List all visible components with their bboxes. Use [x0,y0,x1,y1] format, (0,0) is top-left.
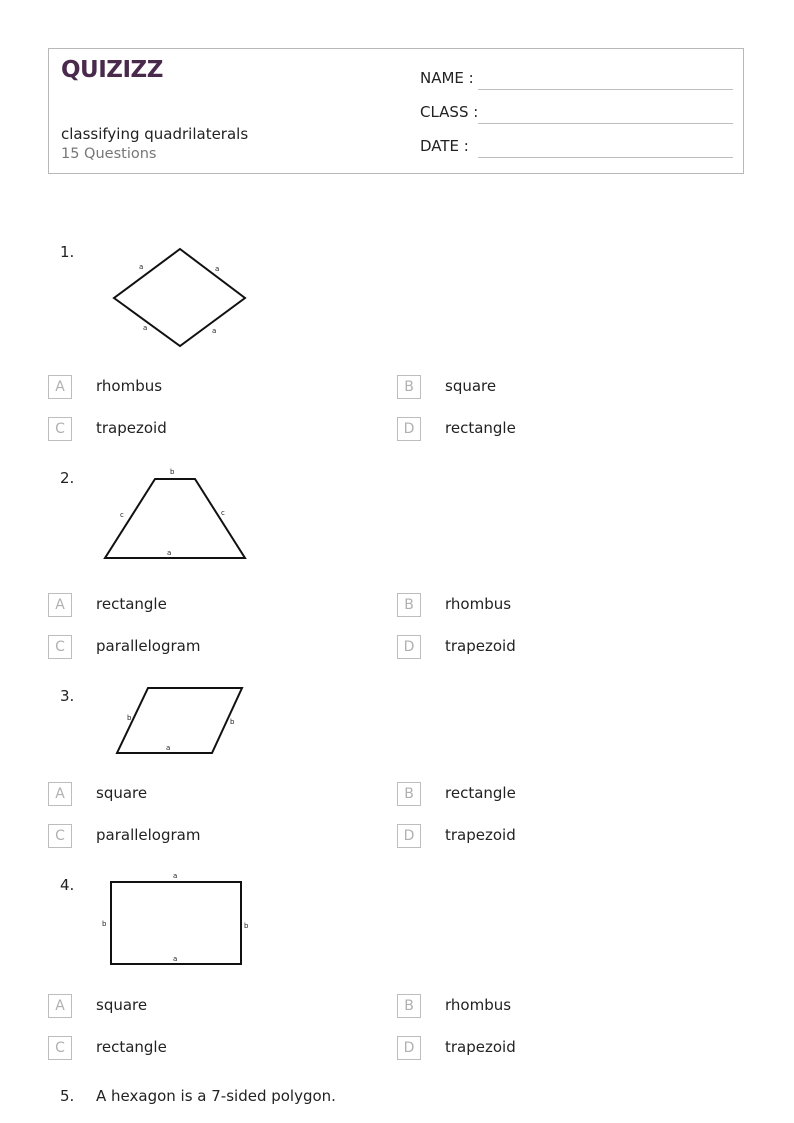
name-field[interactable] [478,89,733,90]
class-label: CLASS : [420,103,479,121]
option-text[interactable]: rectangle [96,1038,167,1056]
option-letter[interactable]: D [397,417,421,441]
side-label: c [221,509,225,517]
question-number: 2. [60,469,75,487]
option-letter[interactable]: B [397,994,421,1018]
option-text[interactable]: trapezoid [445,1038,516,1056]
side-label: b [127,714,132,722]
option-letter[interactable]: C [48,635,72,659]
side-label: a [173,955,178,963]
option-letter[interactable]: B [397,782,421,806]
side-label: c [120,511,124,519]
option-letter[interactable]: A [48,994,72,1018]
side-label: b [230,718,235,726]
question-number: 3. [60,687,75,705]
option-letter[interactable]: C [48,824,72,848]
question-number: 5. [60,1087,75,1105]
side-label: b [244,922,249,930]
option-text[interactable]: rhombus [96,377,163,395]
option-letter[interactable]: C [48,417,72,441]
side-label: a [215,265,220,273]
option-text[interactable]: rectangle [96,595,167,613]
option-letter[interactable]: D [397,1036,421,1060]
side-label: a [173,872,178,880]
option-text[interactable]: rhombus [445,595,512,613]
rectangle-figure [98,868,253,970]
option-text[interactable]: rectangle [445,784,516,802]
question-count: 15 Questions [61,146,157,162]
worksheet-header [48,48,744,174]
option-text[interactable]: trapezoid [445,826,516,844]
quizizz-logo: QUIZIZZ [61,57,163,83]
side-label: a [166,744,171,752]
option-letter[interactable]: D [397,635,421,659]
option-letter[interactable]: B [397,375,421,399]
side-label: b [170,468,175,476]
option-letter[interactable]: A [48,782,72,806]
option-letter[interactable]: A [48,375,72,399]
option-text[interactable]: square [96,784,148,802]
parallelogram-figure [110,680,250,760]
side-label: a [139,263,144,271]
option-text[interactable]: square [96,996,148,1014]
option-text[interactable]: square [445,377,497,395]
side-label: a [143,324,148,332]
side-label: b [102,920,107,928]
option-text[interactable]: trapezoid [96,419,167,437]
option-text[interactable]: parallelogram [96,826,201,844]
option-letter[interactable]: C [48,1036,72,1060]
trapezoid-figure [100,465,250,565]
question-text: A hexagon is a 7-sided polygon. [96,1087,336,1105]
name-label: NAME : [420,69,474,87]
worksheet-title: classifying quadrilaterals [61,125,249,143]
side-label: a [212,327,217,335]
option-text[interactable]: parallelogram [96,637,201,655]
option-letter[interactable]: B [397,593,421,617]
option-text[interactable]: rectangle [445,419,516,437]
option-letter[interactable]: A [48,593,72,617]
option-text[interactable]: rhombus [445,996,512,1014]
side-label: a [167,549,172,557]
rhombus-figure [105,243,255,353]
date-field[interactable] [478,157,733,158]
class-field[interactable] [478,123,733,124]
date-label: DATE : [420,137,469,155]
question-number: 1. [60,243,75,261]
option-text[interactable]: trapezoid [445,637,516,655]
option-letter[interactable]: D [397,824,421,848]
question-number: 4. [60,876,75,894]
